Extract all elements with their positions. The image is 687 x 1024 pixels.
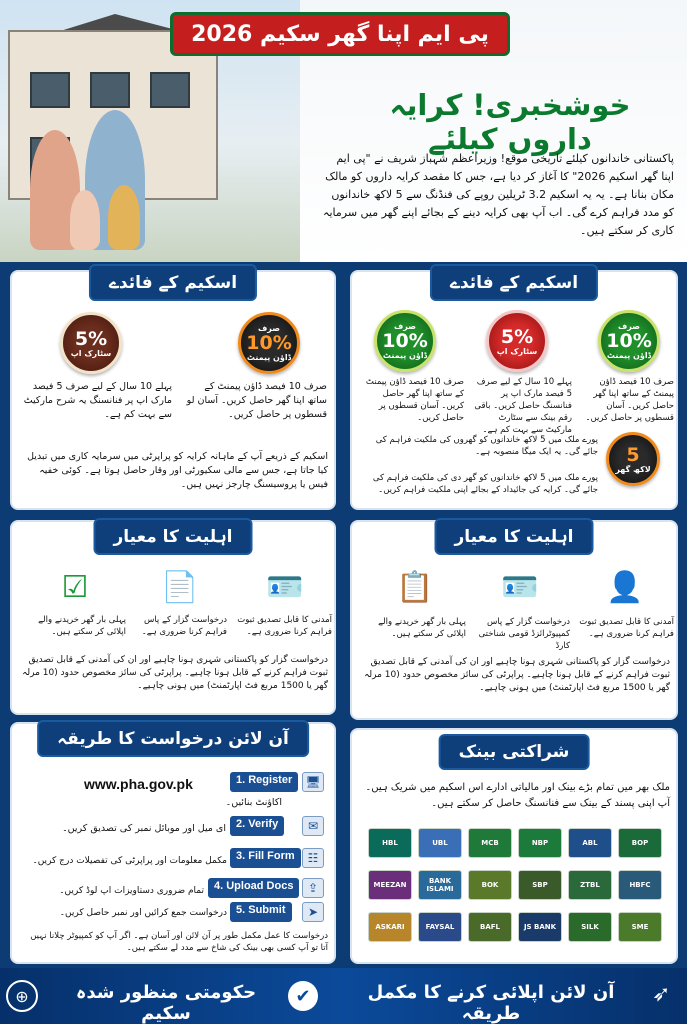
eligibility-item-3: پہلی بار گھر خریدنے والے اپلائی کر سکتے ہیں۔ (378, 617, 466, 639)
eligibility-item-1: آمدنی کا قابل تصدیق ثبوت فراہم کرنا ضروری ہے۔ (237, 615, 332, 637)
approved-badge-icon: ✔ (288, 981, 318, 1011)
bank-logo: ASKARI (368, 912, 412, 942)
eligibility-item-3: پہلی بار گھر خریدنے والے اپلائی کر سکتے ہیں۔ (38, 615, 126, 637)
apply-note: درخواست کا عمل مکمل طور پر آن لائن اور آسان ہے۔ اگر آپ کو کمپیوٹر چلانا نہیں آتا تو آپ کسی بھی بینک کی شاخ سے مدد لے سکتے ہیں۔ (30, 931, 328, 953)
benefits-right-panel (350, 270, 678, 510)
step-submit[interactable]: 5. Submit (230, 902, 292, 922)
banks-text: ملک بھر میں تمام بڑے بینک اور مالیاتی ادارے اس اسکیم میں شریک ہیں۔ آپ اپنی پسند کے بینک سے فنانسنگ حاصل کر سکتے ہیں۔ (365, 782, 670, 809)
bank-logo: MEEZAN (368, 870, 412, 900)
eligibility-text: درخواست گزار کو پاکستانی شہری ہونا چاہیے اور ان کی آمدنی کے قابل تصدیق ثبوت فراہم کرنے کے قابل ہونا چاہیے۔ پراپرٹی کی سائز مخصوص حدود (10 مرلہ گھر یا 1500 مربع فٹ اپارٹمنٹ) میں ہونی چاہیے۔ (22, 655, 328, 691)
eligibility-item-1: آمدنی کا قابل تصدیق ثبوت فراہم کرنا ضروری ہے۔ (579, 617, 674, 639)
benefit-text-1: صرف 10 فیصد ڈاؤن پیمنٹ کے ساتھ اپنا گھر حاصل کریں۔ آسان قسطوں پر حاصل کریں۔ (585, 377, 674, 423)
bank-logo: ZTBL (568, 870, 612, 900)
eligibility-item-2: درخواست گزار کے پاس کمپیوٹرائزڈ قومی شناختی کارڈ (478, 617, 570, 651)
badge-five-lakh: 5 لاکھ گھر (606, 432, 660, 486)
step-upload-docs[interactable]: 4. Upload Docs (208, 878, 299, 898)
benefit-text-4: پورے ملک میں 5 لاکھ خاندانوں کو گھروں کی ملکیت فراہم کی جائے گی۔ یہ ایک میگا منصوبہ ہے۔ (375, 435, 598, 457)
bank-logo: ABL (568, 828, 612, 858)
banks-panel (350, 728, 678, 964)
hero-section (0, 0, 687, 262)
step-fill-form-desc: مکمل معلومات اور پراپرٹی کی تفصیلات درج کریں۔ (32, 856, 227, 866)
cursor-icon: ➶ (652, 982, 671, 1007)
form-icon: ☷ (302, 848, 324, 868)
benefit-text-1: صرف 10 فیصد ڈاؤن پیمنٹ کے ساتھ اپنا گھر حاصل کریں۔ آسان لو قسطوں پر حاصل کریں۔ (186, 381, 327, 420)
eligibility-right-panel (350, 520, 678, 720)
user-icon: 👤 (606, 569, 644, 605)
step-fill-form[interactable]: 3. Fill Form (230, 848, 301, 868)
document-icon: 📄 (161, 569, 199, 605)
step-upload-docs-desc: تمام ضروری دستاویزات اپ لوڈ کریں۔ (59, 886, 204, 896)
bank-logo: JS BANK (518, 912, 562, 942)
benefit-text-2: پہلے 10 سال کے لیے صرف 5 فیصد مارک اپ پر فنانسنگ حاصل کریں۔ باقی رقم بینک سے سٹارٹ مارکیٹ سے بہت کم ہے۔ (474, 377, 572, 435)
apply-title: آن لائن درخواست کا طریقہ (37, 720, 309, 757)
eligibility-text: درخواست گزار کو پاکستانی شہری ہونا چاہیے اور ان کی آمدنی کے قابل تصدیق ثبوت فراہم کرنے کے قابل ہونا چاہیے۔ پراپرٹی کی سائز مخصوص حدود (10 مرلہ گھر یا 1500 مربع فٹ اپارٹمنٹ) میں ہونی چاہیے۔ (364, 657, 670, 693)
eligibility-left-title: اہلیت کا معیار (94, 518, 253, 555)
eligibility-right-title: اہلیت کا معیار (435, 518, 594, 555)
id-card-icon: 🪪 (266, 569, 304, 605)
bank-logo: SME (618, 912, 662, 942)
step-verify-desc: ای میل اور موبائل نمبر کی تصدیق کریں۔ (62, 823, 226, 834)
bank-logo: BAFL (468, 912, 512, 942)
benefit-text-3: اسکیم کے ذریعے آپ کے ماہانہ کرایہ کو پراپرٹی میں سرمایہ کاری میں تبدیل کیا جاتا ہے، جس سے مالی سکیورٹی اور وقار حاصل ہوتا ہے۔ کوئی خفیہ فیس یا پروسیسنگ چارجز نہیں ہیں۔ (27, 451, 328, 490)
bank-logo: UBL (418, 828, 462, 858)
eligibility-item-2: درخواست گزار کے پاس فراہم کرنا ضروری ہے۔ (141, 615, 227, 637)
benefits-right-title: اسکیم کے فائدے (430, 264, 598, 301)
upload-icon: ⇪ (302, 878, 324, 898)
website-url[interactable]: www.pha.gov.pk (84, 776, 193, 792)
bank-logo: SBP (518, 870, 562, 900)
benefit-text-2: پہلے 10 سال کے لیے صرف 5 فیصد مارک اپ پر فنانسنگ یہ شرح مارکیٹ سے بہت کم ہے۔ (23, 381, 172, 420)
footer-right-text[interactable]: آن لائن اپلائی کرنے کا مکمل طریقہ (367, 982, 615, 1024)
badge-down-payment: صرف 10% ڈاؤن پیمنٹ (238, 312, 300, 374)
step-submit-desc: درخواست جمع کرائیں اور نمبر حاصل کریں۔ (59, 908, 227, 918)
banks-title: شراکتی بینک (439, 734, 590, 770)
apply-panel (10, 722, 336, 964)
badge-markup: 5% سٹارک اپ (486, 310, 548, 372)
benefits-left-panel (10, 270, 336, 510)
globe-icon: ⊕ (6, 980, 38, 1012)
step-verify[interactable]: 2. Verify (230, 816, 284, 836)
bank-logo: BOK (468, 870, 512, 900)
bank-logo: BANK ISLAMI (418, 870, 462, 900)
footer-bar (0, 968, 687, 1024)
bank-logo: FAYSAL (418, 912, 462, 942)
bank-logo: MCB (468, 828, 512, 858)
benefit-text-5: پورے ملک میں 5 لاکھ خاندانوں کو گھر دی کی ملکیت فراہم کی جائے گی۔ کرایہ کی جائیداد کے بجائے اپنی ملکیت فراہم کریں۔ (372, 473, 598, 495)
eligibility-left-panel (10, 520, 336, 715)
badge-markup: 5% سٹارک اپ (60, 312, 122, 374)
bank-logo-grid (352, 730, 680, 966)
id-card-icon: 🪪 (501, 569, 539, 605)
monitor-icon: 🖥 (302, 772, 324, 792)
clipboard-check-icon: 📋 (396, 569, 434, 605)
checkmark-icon: ☑ (61, 569, 89, 605)
mail-icon: ✉ (302, 816, 324, 836)
benefit-text-3: صرف 10 فیصد ڈاؤن پیمنٹ کے ساتھ اپنا گھر حاصل کریں۔ آسان قسطوں پر حاصل کریں۔ (365, 377, 464, 423)
badge-down-payment-2: صرف 10% ڈاؤن پیمنٹ (374, 310, 436, 372)
step-register[interactable]: 1. Register (230, 772, 298, 792)
page-title: پی ایم اپنا گھر سکیم 2026 (170, 12, 510, 56)
bank-logo: BOP (618, 828, 662, 858)
bank-logo: SILK (568, 912, 612, 942)
bank-logo: NBP (518, 828, 562, 858)
badge-down-payment-1: صرف 10% ڈاؤن پیمنٹ (598, 310, 660, 372)
benefits-left-title: اسکیم کے فائدے (89, 264, 257, 301)
headline: خوشخبری! کرایہ داروں کیلئے (389, 88, 631, 156)
footer-left-text: حکومتی منظور شدہ سکیم (75, 982, 257, 1024)
send-icon: ➤ (302, 902, 324, 922)
intro-text: پاکستانی خاندانوں کیلئے تاریخی موقع! وزیراعظم شہباز شریف نے "پی ایم اپنا گھر اسکیم 2026" کا آغاز کر دیا ہے، جس کا مقصد کرایہ داروں کو مالک مکان بنانا ہے۔ یہ یہ اسکیم 3.2 ٹریلین روپے کی فنڈنگ سے 5 لاکھ خاندانوں کو مدد فراہم کرے گی۔ اب آپ بھی کرایہ دینے کے بجائے اپنے گھر میں سرمایہ کاری کر سکتے ہیں۔ (323, 152, 674, 237)
step-register-desc: اکاؤنٹ بنائیں۔ (225, 797, 282, 808)
bank-logo: HBL (368, 828, 412, 858)
bank-logo: HBFC (618, 870, 662, 900)
